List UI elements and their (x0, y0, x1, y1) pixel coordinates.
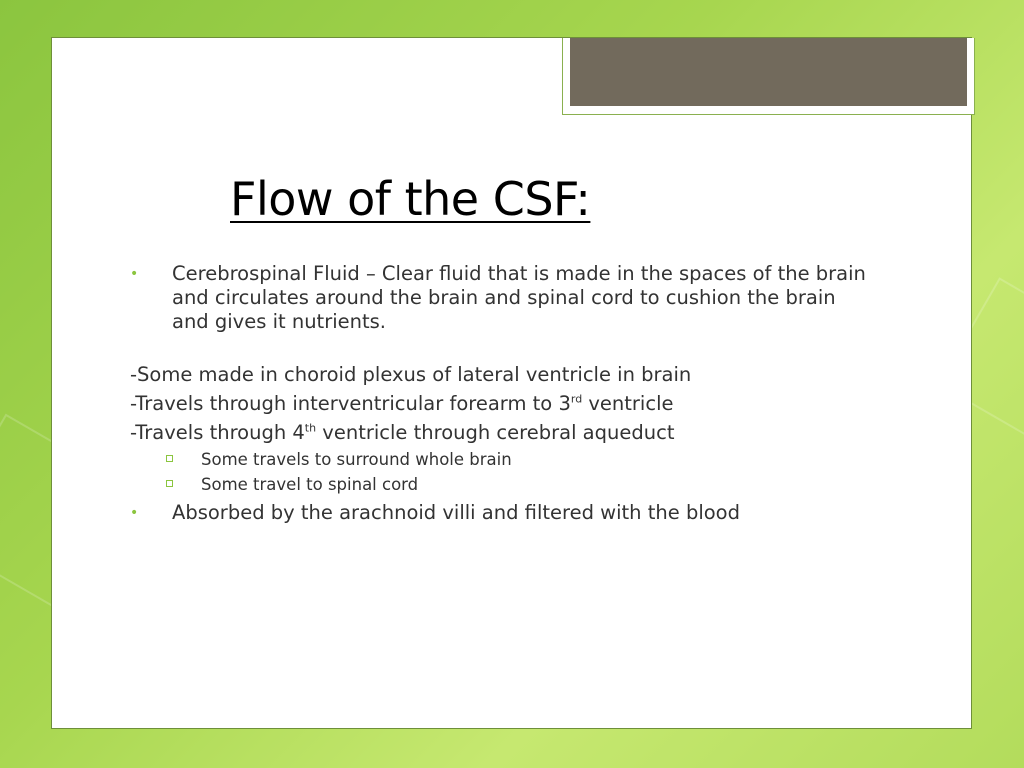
body-line (130, 389, 870, 418)
body-line (130, 418, 870, 447)
line-text: -Travels through 4 (130, 421, 305, 444)
sub-bullet-text: Some travels to surround whole brain (201, 450, 512, 469)
title-tab-decoration (562, 38, 975, 115)
bullet-item (130, 501, 870, 525)
superscript: th (304, 421, 317, 435)
bullet-text: Absorbed by the arachnoid villi and filtered with the blood (172, 501, 740, 524)
bullet-text: Cerebrospinal Fluid – Clear fluid that is made in the spaces of the brain and circulates around the brain and spinal cord to cushion the brain and gives it nutrients. (172, 262, 866, 333)
title-tab-fill (570, 38, 967, 106)
square-outline-bullet-icon (166, 480, 173, 487)
body-line (130, 360, 870, 389)
line-text: -Some made in choroid plexus of lateral ventricle in brain (130, 363, 692, 386)
superscript: rd (570, 392, 583, 406)
sub-bullet-item (130, 472, 870, 497)
slide-body (130, 262, 870, 525)
line-text: -Travels through interventricular forearm to 3 (130, 392, 571, 415)
sub-bullet-text: Some travel to spinal cord (201, 475, 419, 494)
sub-bullet-item (130, 447, 870, 472)
square-outline-bullet-icon (166, 455, 173, 462)
dot-bullet-icon: • (130, 266, 139, 282)
line-text: ventricle through cerebral aqueduct (316, 421, 675, 444)
dot-bullet-icon: • (130, 505, 139, 521)
line-text: ventricle (582, 392, 674, 415)
bullet-item (130, 262, 870, 334)
slide-title: Flow of the CSF: (230, 172, 591, 226)
